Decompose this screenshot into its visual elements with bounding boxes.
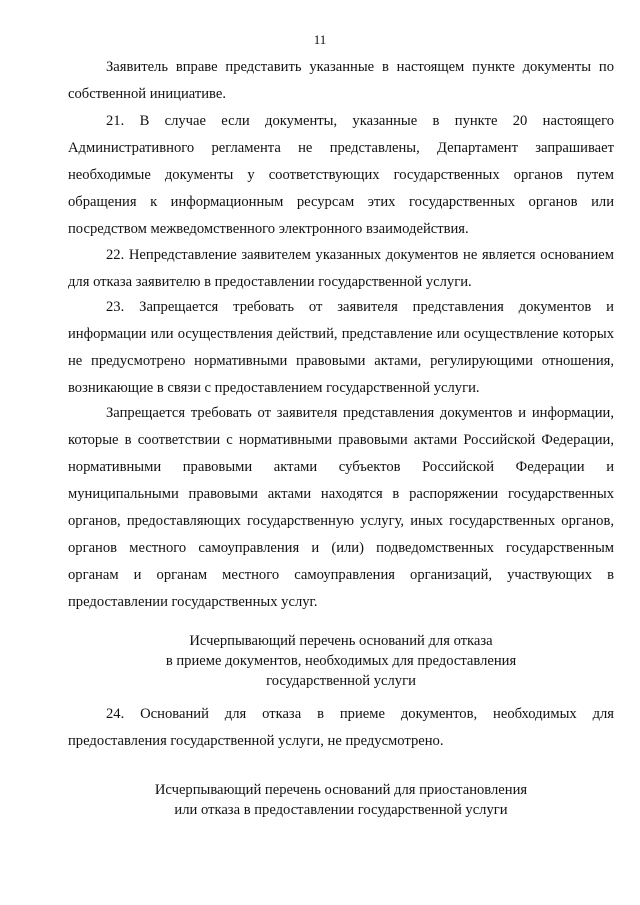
paragraph-24: 24. Оснований для отказа в приеме документов, необходимых для предоставления государственной услуги, не предусмотрено. bbox=[68, 706, 614, 749]
paragraph-initiative: Заявитель вправе представить указанные в настоящем пункте документы по собственной инициативе. bbox=[68, 59, 614, 102]
section-heading-suspension bbox=[68, 780, 614, 820]
paragraph-23: 23. Запрещается требовать от заявителя представления документов и информации или осуществления действий, представление или осуществление которых не предусмотрено нормативными правовыми актами, регулирующими отношения, возникающие в связи с предоставлением государственной услуги. bbox=[68, 299, 614, 396]
paragraph-prohibition: Запрещается требовать от заявителя представления документов и информации, которые в соответствии с нормативными правовыми актами Российской Федерации, нормативными правовыми актами субъектов Российской Федерации и муниципальными правовыми актами находятся в распоряжении государственных органов, предоставляющих государственную услугу, иных государственных органов, органов местного самоуправления и (или) подведомственных государственным органам и органам местного самоуправления организаций, участвующих в предоставлении государственных услуг. bbox=[68, 405, 614, 610]
heading-line: Исчерпывающий перечень оснований для отказа bbox=[189, 633, 493, 649]
section-heading-refusal-acceptance bbox=[68, 631, 614, 691]
heading-line: Исчерпывающий перечень оснований для приостановления bbox=[154, 782, 528, 798]
heading-line: государственной услуги bbox=[266, 673, 416, 689]
page-number: 11 bbox=[313, 32, 327, 47]
heading-line: в приеме документов, необходимых для предоставления bbox=[165, 653, 517, 669]
paragraph-21: 21. В случае если документы, указанные в пункте 20 настоящего Административного регламента не представлены, Департамент запрашивает необходимые документы у соответствующих государственных органов путем обращения к информационным ресурсам этих государственных органов или посредством межведомственного электронного взаимодействия. bbox=[68, 113, 614, 237]
paragraph-22: 22. Непредставление заявителем указанных документов не является основанием для отказа заявителю в предоставлении государственной услуги. bbox=[68, 247, 614, 290]
heading-line: или отказа в предоставлении государственной услуги bbox=[174, 802, 508, 818]
